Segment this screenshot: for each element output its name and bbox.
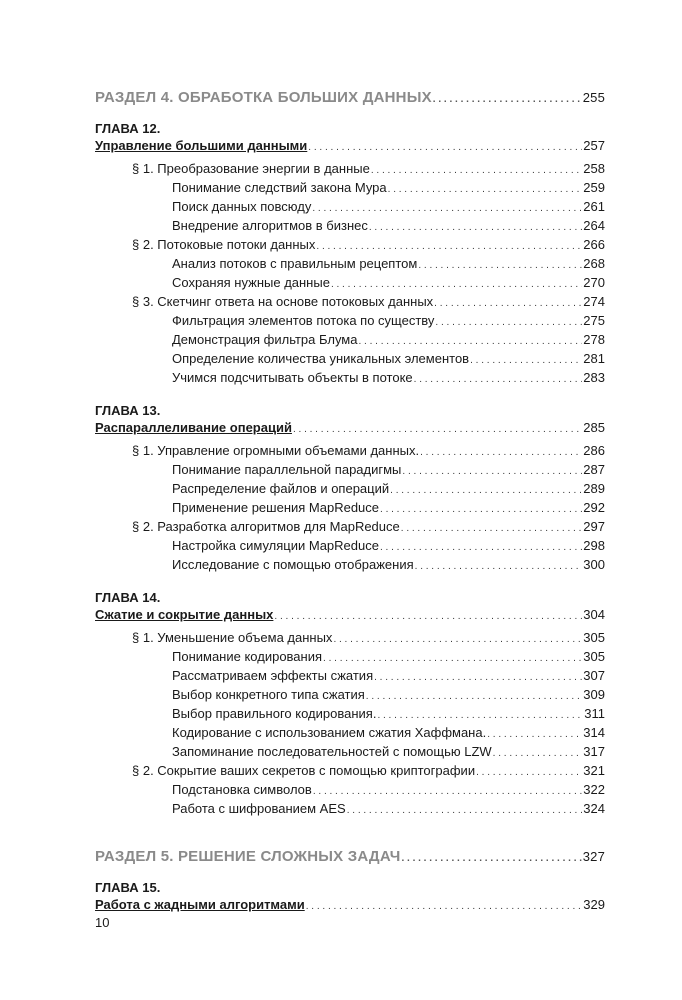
subsection-entry	[95, 743, 605, 762]
subsection-entry-title: Фильтрация элементов потока по существу	[172, 313, 435, 328]
chapter-title-title: Сжатие и сокрытие данных	[95, 607, 274, 622]
dot-leader	[401, 845, 581, 871]
chapter-title-page: 285	[583, 420, 605, 435]
dot-leader	[402, 461, 582, 480]
dot-leader	[293, 419, 582, 438]
section-entry-title: § 1. Уменьшение объема данных	[132, 630, 333, 645]
subsection-entry-title: Анализ потоков с правильным рецептом	[172, 256, 418, 271]
section-entry-title: § 2. Сокрытие ваших секретов с помощью криптографии	[132, 763, 476, 778]
subsection-entry-page: 307	[583, 668, 605, 683]
subsection-entry-title: Демонстрация фильтра Блума	[172, 332, 358, 347]
dot-leader	[380, 499, 582, 518]
dot-leader	[433, 86, 582, 112]
subsection-entry-page: 261	[583, 199, 605, 214]
part-heading-title: РАЗДЕЛ 4. ОБРАБОТКА БОЛЬШИХ ДАННЫХ	[95, 89, 432, 106]
subsection-entry-page: 278	[583, 332, 605, 347]
subsection-entry-page: 259	[583, 180, 605, 195]
chapter-label: ГЛАВА 12.	[95, 121, 161, 136]
dot-leader	[331, 274, 582, 293]
chapter-title-title: Управление большими данными	[95, 138, 308, 153]
subsection-entry	[95, 480, 605, 499]
dot-leader	[366, 686, 583, 705]
subsection-entry	[95, 724, 605, 743]
part-heading-page: 327	[582, 849, 605, 864]
dot-leader	[390, 480, 582, 499]
subsection-entry-page: 275	[583, 313, 605, 328]
subsection-entry	[95, 369, 605, 388]
dot-leader	[418, 255, 582, 274]
dot-leader	[369, 217, 582, 236]
subsection-entry-title: Поиск данных повсюду	[172, 199, 312, 214]
section-entry	[95, 518, 605, 537]
dot-leader	[358, 331, 582, 350]
dot-leader	[470, 350, 582, 369]
dot-leader	[316, 236, 582, 255]
subsection-entry-page: 270	[583, 275, 605, 290]
section-entry-page: 266	[583, 237, 605, 252]
section-entry-title: § 2. Потоковые потоки данных	[132, 237, 316, 252]
section-entry-title: § 1. Управление огромными объемами данных.	[132, 443, 420, 458]
dot-leader	[420, 442, 582, 461]
dot-leader	[313, 781, 582, 800]
subsection-entry-page: 289	[583, 481, 605, 496]
dot-leader	[476, 762, 582, 781]
subsection-entry-page: 309	[583, 687, 605, 702]
subsection-entry-title: Понимание кодирования	[172, 649, 323, 664]
subsection-entry-page: 311	[584, 706, 605, 721]
subsection-entry	[95, 537, 605, 556]
section-entry	[95, 160, 605, 179]
section-entry-page: 258	[583, 161, 605, 176]
subsection-entry	[95, 350, 605, 369]
subsection-entry-title: Распределение файлов и операций	[172, 481, 390, 496]
dot-leader	[312, 198, 582, 217]
subsection-entry-page: 322	[583, 782, 605, 797]
subsection-entry-title: Понимание следствий закона Мура	[172, 180, 387, 195]
subsection-entry-page: 283	[583, 370, 605, 385]
subsection-entry-page: 317	[583, 744, 605, 759]
section-entry-title: § 3. Скетчинг ответа на основе потоковых данных	[132, 294, 434, 309]
section-entry-title: § 1. Преобразование энергии в данные	[132, 161, 370, 176]
subsection-entry	[95, 667, 605, 686]
subsection-entry	[95, 217, 605, 236]
subsection-entry	[95, 781, 605, 800]
subsection-entry-title: Определение количества уникальных элементов	[172, 351, 470, 366]
section-entry	[95, 629, 605, 648]
subsection-entry-title: Внедрение алгоритмов в бизнес	[172, 218, 368, 233]
chapter-title-page: 304	[583, 607, 605, 622]
section-entry	[95, 442, 605, 461]
subsection-entry-page: 305	[583, 649, 605, 664]
dot-leader	[306, 896, 583, 915]
subsection-entry	[95, 198, 605, 217]
subsection-entry	[95, 705, 605, 724]
dot-leader	[434, 293, 582, 312]
subsection-entry-page: 268	[583, 256, 605, 271]
section-entry-page: 286	[583, 443, 605, 458]
dot-leader	[274, 606, 582, 625]
section-entry	[95, 236, 605, 255]
subsection-entry-title: Подстановка символов	[172, 782, 312, 797]
chapter-title-title: Распараллеливание операций	[95, 420, 292, 435]
dot-leader	[415, 556, 583, 575]
subsection-entry-title: Выбор правильного кодирования.	[172, 706, 377, 721]
chapter-label: ГЛАВА 15.	[95, 880, 161, 895]
part-heading	[95, 845, 605, 871]
chapter-title	[95, 419, 605, 438]
chapter-label: ГЛАВА 13.	[95, 403, 161, 418]
dot-leader	[333, 629, 582, 648]
section-entry-title: § 2. Разработка алгоритмов для MapReduce	[132, 519, 400, 534]
subsection-entry-title: Исследование с помощью отображения	[172, 557, 414, 572]
part-heading	[95, 86, 605, 112]
subsection-entry-page: 292	[583, 500, 605, 515]
chapter-title-page: 329	[583, 897, 605, 912]
subsection-entry	[95, 800, 605, 819]
subsection-entry	[95, 312, 605, 331]
subsection-entry-title: Рассматриваем эффекты сжатия	[172, 668, 374, 683]
dot-leader	[487, 724, 582, 743]
subsection-entry	[95, 274, 605, 293]
subsection-entry-title: Выбор конкретного типа сжатия	[172, 687, 365, 702]
dot-leader	[493, 743, 583, 762]
chapter-title	[95, 896, 605, 915]
subsection-entry-page: 300	[583, 557, 605, 572]
section-entry-page: 321	[583, 763, 605, 778]
subsection-entry	[95, 556, 605, 575]
part-heading-title: РАЗДЕЛ 5. РЕШЕНИЕ СЛОЖНЫХ ЗАДАЧ	[95, 848, 401, 865]
subsection-entry-page: 324	[583, 801, 605, 816]
dot-leader	[347, 800, 583, 819]
page-number: 10	[95, 915, 110, 930]
chapter-title	[95, 137, 605, 156]
dot-leader	[380, 537, 582, 556]
subsection-entry	[95, 331, 605, 350]
subsection-entry-title: Запоминание последовательностей с помощью LZW	[172, 744, 492, 759]
dot-leader	[371, 160, 582, 179]
dot-leader	[435, 312, 582, 331]
part-heading-page: 255	[582, 90, 605, 105]
dot-leader	[323, 648, 582, 667]
chapter-label: ГЛАВА 14.	[95, 590, 161, 605]
subsection-entry	[95, 255, 605, 274]
section-entry-page: 305	[583, 630, 605, 645]
subsection-entry-page: 314	[583, 725, 605, 740]
subsection-entry-page: 281	[583, 351, 605, 366]
section-entry	[95, 762, 605, 781]
subsection-entry	[95, 648, 605, 667]
subsection-entry-title: Учимся подсчитывать объекты в потоке	[172, 370, 413, 385]
dot-leader	[377, 705, 583, 724]
dot-leader	[388, 179, 583, 198]
subsection-entry-title: Сохраняя нужные данные	[172, 275, 330, 290]
section-entry-page: 297	[583, 519, 605, 534]
table-of-contents	[95, 86, 605, 915]
subsection-entry	[95, 499, 605, 518]
section-entry-page: 274	[583, 294, 605, 309]
chapter-title-page: 257	[583, 138, 605, 153]
subsection-entry-page: 298	[583, 538, 605, 553]
subsection-entry	[95, 686, 605, 705]
subsection-entry-title: Кодирование с использованием сжатия Хаффмана.	[172, 725, 487, 740]
dot-leader	[308, 137, 582, 156]
subsection-entry-page: 264	[583, 218, 605, 233]
subsection-entry	[95, 179, 605, 198]
dot-leader	[374, 667, 582, 686]
chapter-title-title: Работа с жадными алгоритмами	[95, 897, 305, 912]
subsection-entry-title: Работа с шифрованием AES	[172, 801, 346, 816]
dot-leader	[401, 518, 583, 537]
subsection-entry	[95, 461, 605, 480]
subsection-entry-page: 287	[583, 462, 605, 477]
chapter-title	[95, 606, 605, 625]
dot-leader	[414, 369, 583, 388]
section-entry	[95, 293, 605, 312]
subsection-entry-title: Настройка симуляции MapReduce	[172, 538, 379, 553]
subsection-entry-title: Применение решения MapReduce	[172, 500, 380, 515]
subsection-entry-title: Понимание параллельной парадигмы	[172, 462, 402, 477]
